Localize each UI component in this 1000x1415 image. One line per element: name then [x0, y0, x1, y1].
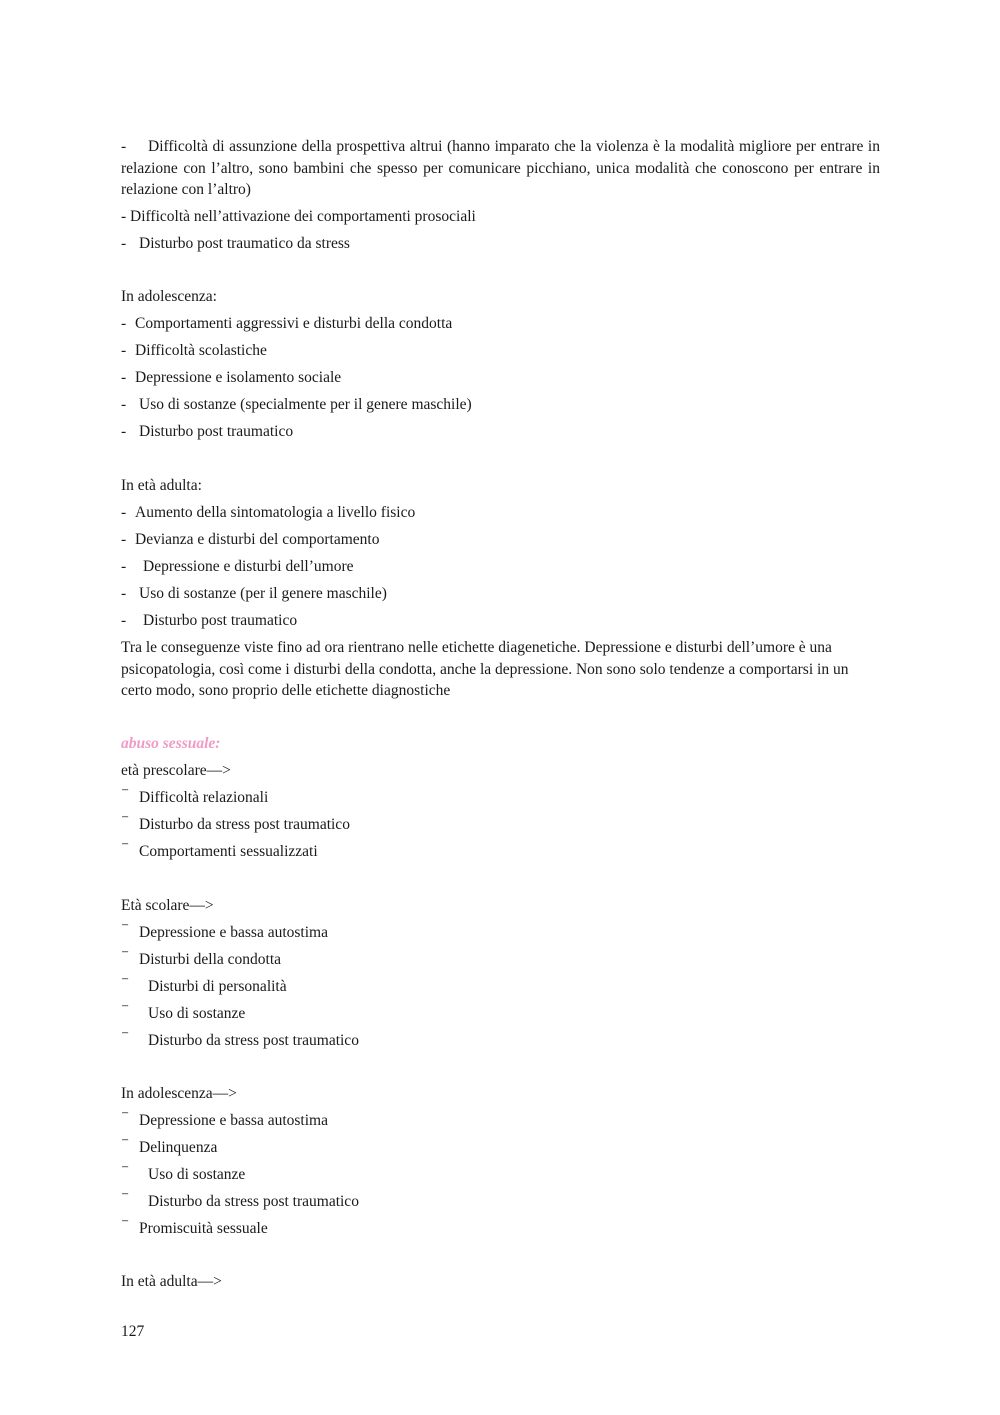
bullet-marker: ⁻ [121, 1108, 130, 1125]
list-item: ⁻ Uso di sostanze [121, 1161, 880, 1188]
dash-marker: - [121, 504, 127, 521]
dash-marker: - [121, 558, 127, 575]
eta-adulta-paragraph [121, 637, 880, 702]
bullet-marker: ⁻ [121, 974, 130, 991]
adolescenza-section [121, 283, 880, 445]
bullet-marker: ⁻ [121, 785, 130, 802]
eta-scolare-section [121, 892, 880, 1054]
bullet-marker: ⁻ [121, 1135, 130, 1152]
section-heading: In adolescenza: [121, 288, 217, 305]
dash-marker: - [121, 235, 127, 252]
list-item: - Depressione e isolamento sociale [121, 364, 880, 391]
list-item: ⁻ Depressione e bassa autostima [121, 1107, 880, 1134]
list-item: ⁻ Disturbi di personalità [121, 973, 880, 1000]
dash-marker: - [121, 369, 127, 386]
bullet-marker: ⁻ [121, 1189, 130, 1206]
list-item: ⁻ Comportamenti sessualizzati [121, 838, 880, 865]
bullet-marker: ⁻ [121, 812, 130, 829]
section-heading: In età adulta: [121, 477, 202, 494]
bullet-marker: ⁻ [121, 1001, 130, 1018]
list-item: - Depressione e disturbi dell’umore [121, 553, 880, 580]
paragraph-text: Tra le conseguenze viste fino ad ora rientrano nelle etichette diagenetiche. Depressione e disturbi dell’umore è una psicopatologia, così come i disturbi della condotta, anche la depressione. Non sono solo tendenze a comportarsi in un certo modo, sono proprio delle etichette diagnostiche [121, 639, 849, 699]
dash-marker: - [121, 342, 127, 359]
subsection-heading: In adolescenza—> [121, 1085, 237, 1102]
intro-section [121, 136, 880, 201]
dash-marker: - [121, 612, 127, 629]
list-item: - Devianza e disturbi del comportamento [121, 526, 880, 553]
list-item: - Comportamenti aggressivi e disturbi della condotta [121, 310, 880, 337]
dash-marker: - [121, 138, 127, 155]
bullet-marker: ⁻ [121, 920, 130, 937]
subsection-heading: età prescolare—> [121, 762, 231, 779]
dash-marker: - [121, 531, 127, 548]
bullet-marker: ⁻ [121, 839, 130, 856]
abuso-adolescenza-section [121, 1080, 880, 1242]
abuso-sessuale-section [121, 730, 880, 865]
eta-adulta-section [121, 472, 880, 634]
page-number: 127 [121, 1323, 145, 1340]
bullet-marker: ⁻ [121, 947, 130, 964]
list-item: - Disturbo post traumatico da stress [121, 230, 880, 257]
list-item: ⁻ Promiscuità sessuale [121, 1215, 880, 1242]
list-item: - Difficoltà nell’attivazione dei comportamenti prosociali [121, 208, 476, 225]
list-item: ⁻ Uso di sostanze [121, 1000, 880, 1027]
abuso-sessuale-heading: abuso sessuale: [121, 735, 221, 752]
list-item: - Disturbo post traumatico [121, 607, 880, 634]
intro-paragraph-text: Difficoltà di assunzione della prospettiva altrui (hanno imparato che la violenza è la modalità migliore per entrare in relazione con l’altro, sono bambini che spesso per comunicare picchiano, unica modalità che conoscono per entrare in relazione con l’altro) [121, 138, 880, 198]
bullet-marker: ⁻ [121, 1028, 130, 1045]
dash-marker: - [121, 585, 127, 602]
list-item: ⁻ Delinquenza [121, 1134, 880, 1161]
subsection-heading: In età adulta—> [121, 1273, 222, 1290]
list-item: - Disturbo post traumatico [121, 418, 880, 445]
dash-marker: - [121, 208, 127, 225]
list-item: ⁻ Disturbo da stress post traumatico [121, 1188, 880, 1215]
dash-marker: - [121, 423, 127, 440]
list-item: ⁻ Disturbo da stress post traumatico [121, 811, 880, 838]
list-item: ⁻ Difficoltà relazionali [121, 784, 880, 811]
list-item: - Difficoltà scolastiche [121, 337, 880, 364]
dash-marker: - [121, 315, 127, 332]
bullet-marker: ⁻ [121, 1216, 130, 1233]
list-item: - Uso di sostanze (specialmente per il genere maschile) [121, 391, 880, 418]
bullet-marker: ⁻ [121, 1162, 130, 1179]
dash-marker: - [121, 396, 127, 413]
intro-paragraph [121, 136, 880, 201]
list-item: - Uso di sostanze (per il genere maschile) [121, 580, 880, 607]
list-item: ⁻ Disturbo da stress post traumatico [121, 1027, 880, 1054]
abuso-adulta-section [121, 1268, 880, 1295]
list-item: ⁻ Depressione e bassa autostima [121, 919, 880, 946]
document-page [121, 0, 880, 1415]
intro-list [121, 203, 880, 257]
list-item: ⁻ Disturbi della condotta [121, 946, 880, 973]
subsection-heading: Età scolare—> [121, 897, 214, 914]
list-item: - Aumento della sintomatologia a livello fisico [121, 499, 880, 526]
